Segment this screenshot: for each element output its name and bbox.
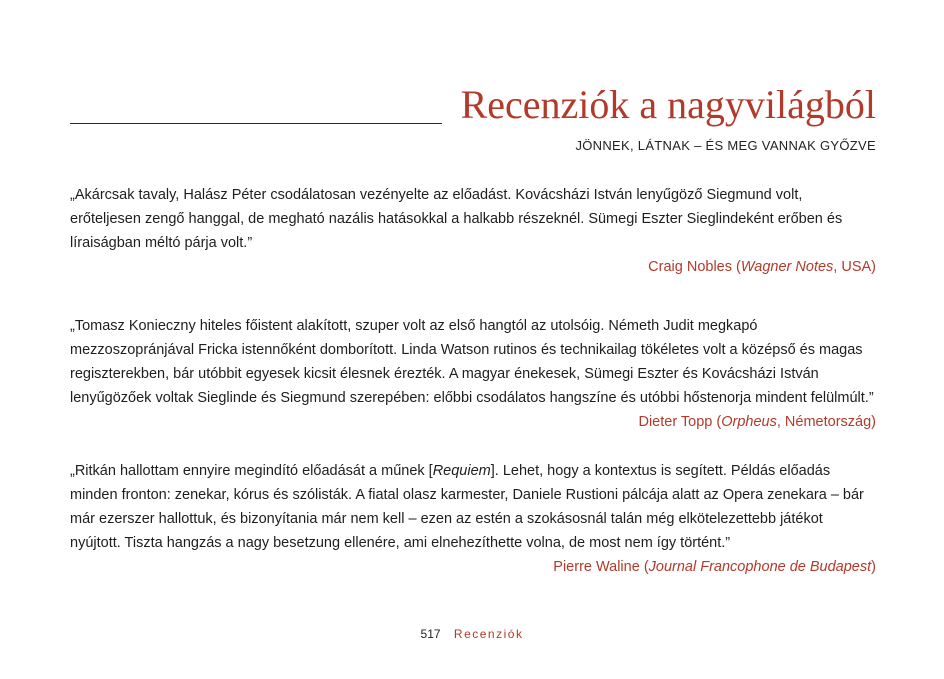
review-2 — [70, 314, 876, 434]
review-3-text-before: „Ritkán hallottam ennyire megindító előadását a műnek [ — [70, 463, 433, 479]
review-1-author: Craig Nobles — [648, 259, 732, 275]
review-3-text-italic: Requiem — [432, 463, 491, 479]
review-1-text: „Akárcsak tavaly, Halász Péter csodálatosan vezényelte az előadást. Kovácsházi István lenyűgöző Siegmund volt, erőteljesen zengő hanggal, de megható nazális hatásokkal a halkabb részeknél. Sümegi Eszter Sieglindeként erőben és líraiságban méltó párja volt.” — [70, 187, 843, 251]
review-2-text: „Tomasz Konieczny hiteles főistent alakított, szuper volt az első hangtól az utolsóig. Németh Judit megkapó mezzoszopránjával Fricka istennőként domborított. Linda Watson rutinos és technikailag tökéletes volt a középső és magas regiszterekben, bár utóbbit egyesek kicsit élesnek érezték. A magyar énekesek, Sümegi Eszter és Kovácsházi István lenyűgözőek voltak Sieglinde és Siegmund szerepében: előbbi csodálatos hangszíne és utóbbi hőstenorja mindent felülmúlt.” — [70, 318, 874, 406]
page-footer — [0, 627, 944, 641]
review-2-open-paren: ( — [716, 414, 722, 430]
review-2-publication: Orpheus — [721, 414, 777, 430]
review-1-country: , USA) — [833, 259, 876, 275]
review-3 — [70, 459, 876, 579]
review-3-open-paren: ( — [643, 559, 649, 575]
review-2-attribution — [70, 410, 876, 434]
review-1-open-paren: ( — [736, 259, 741, 275]
page-title: Recenziók a nagyvilágból — [460, 82, 876, 127]
header-rule — [70, 123, 442, 124]
review-3-country: ) — [871, 559, 876, 575]
review-1-publication: Wagner Notes — [740, 259, 834, 275]
review-3-attribution — [70, 555, 876, 579]
review-3-text-after: ]. Lehet, hogy a kontextus is segített. Példás előadás minden fronton: zenekar, kórus és szólisták. A fiatal olasz karmester, Daniele Rustioni pálcája alatt az Opera zenekara – bár már ezerszer hallottuk, és bizonyítania már nem kell – ezen az estén a szokásosnál talán még elkötelezettebb játékot nyújtott. Tiszta hangzás a nagy besetzung ellenére, ami elnehezíthette volna, de most nem így történt.” — [70, 463, 864, 551]
review-2-country: , Németország) — [776, 414, 876, 430]
page-number: 517 — [420, 627, 441, 641]
review-3-author: Pierre Waline — [553, 559, 640, 575]
footer-section-name: Recenziók — [453, 627, 524, 641]
page-subtitle: JÖNNEK, LÁTNAK – ÉS MEG VANNAK GYŐZVE — [575, 138, 876, 153]
review-3-publication: Journal Francophone de Budapest — [648, 559, 872, 575]
review-1-attribution — [70, 255, 876, 279]
review-2-author: Dieter Topp — [638, 414, 713, 430]
review-1 — [70, 183, 876, 279]
review-3-text — [70, 459, 876, 555]
